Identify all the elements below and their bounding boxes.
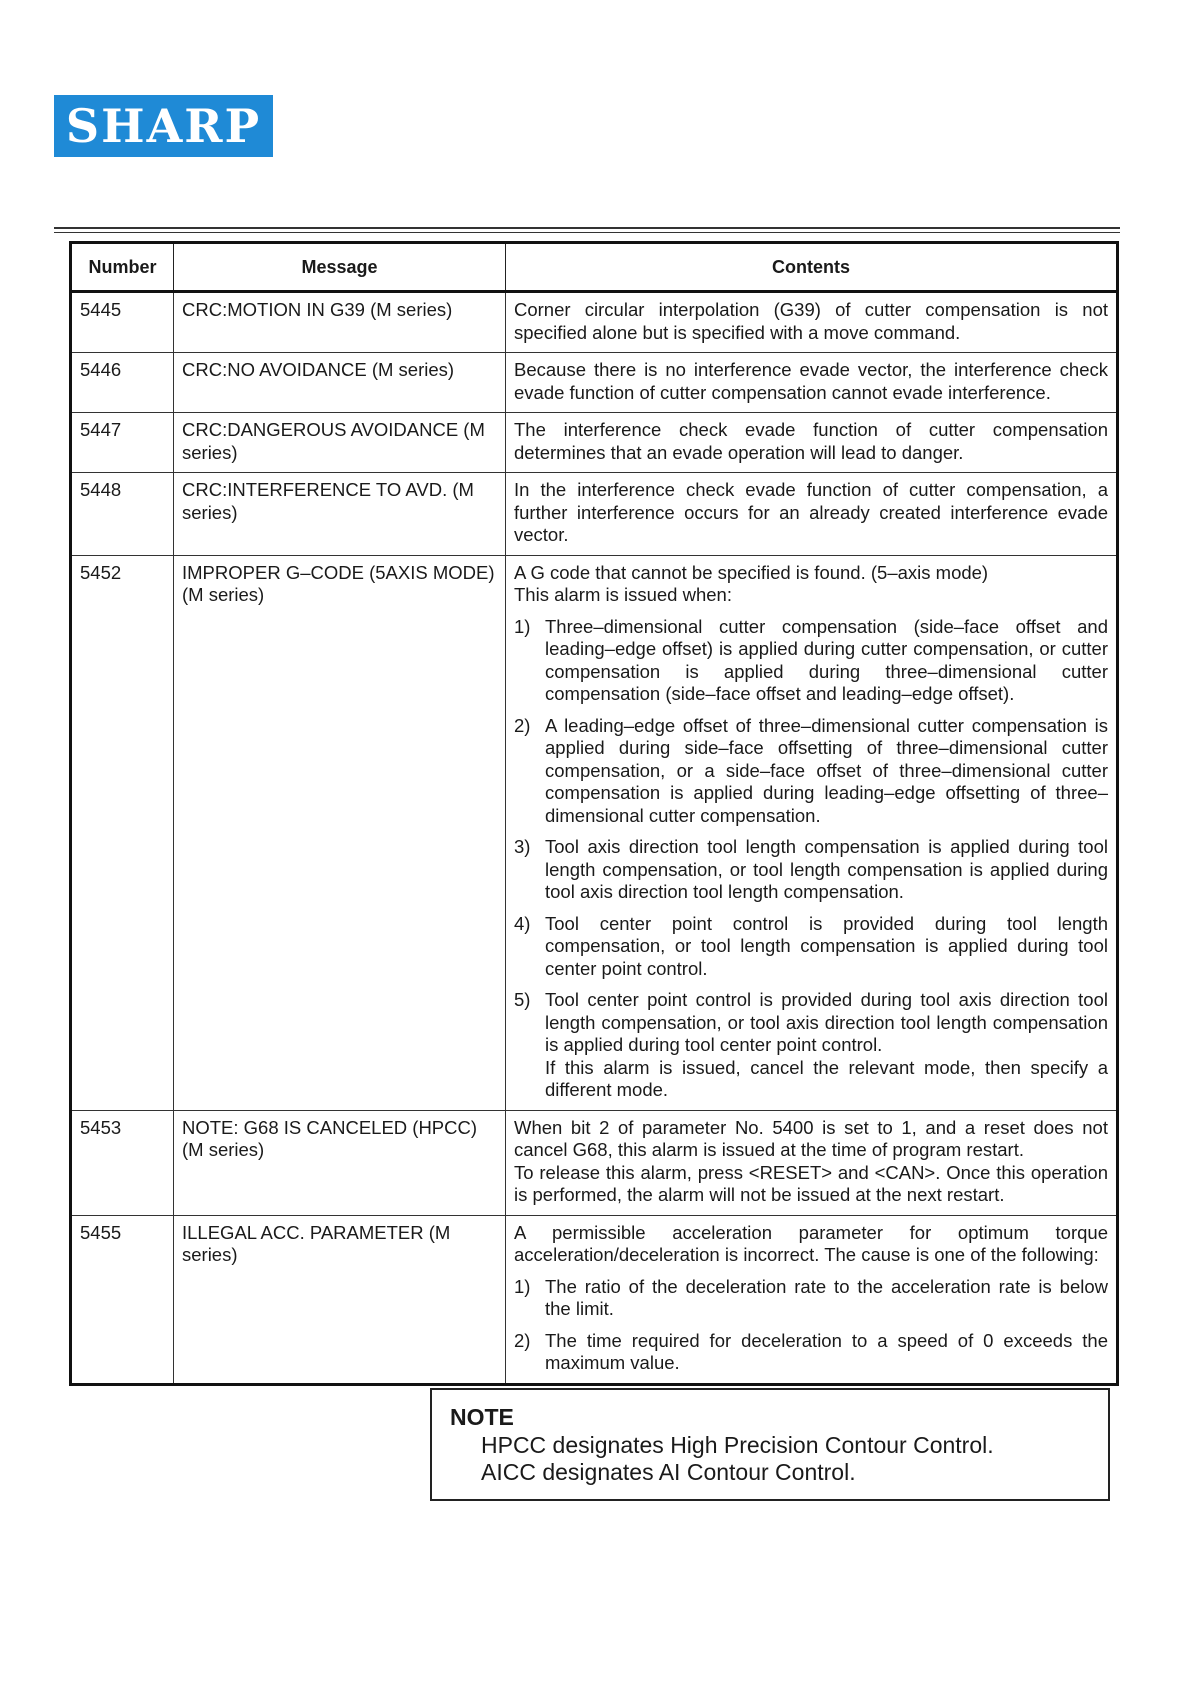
list-item-number: 2) [514,1329,531,1351]
list-item-text: The ratio of the deceleration rate to the acceleration rate is below the limit. [545,1275,1108,1319]
table-row [71,1215,1118,1384]
alarm-number: 5446 [71,353,174,413]
header-message: Message [174,243,506,292]
alarm-message: CRC:DANGEROUS AVOIDANCE (M series) [174,413,506,473]
list-item [514,1330,1108,1375]
list-item [514,616,1108,706]
list-item-number: 1) [514,1275,531,1297]
alarm-contents [506,1110,1118,1215]
list-item [514,1276,1108,1321]
note-title: NOTE [450,1404,514,1430]
alarm-contents: Corner circular interpolation (G39) of cutter compensation is not specified alone but is specified with a move command. [506,292,1118,353]
list-item-number: 3) [514,836,531,857]
table-row [71,413,1118,473]
alarm-contents [506,555,1118,1110]
alarm-message: CRC:NO AVOIDANCE (M series) [174,353,506,413]
alarm-contents: Because there is no interference evade vector, the interference check evade function of cutter compensation cannot evade interference. [506,353,1118,413]
alarm-contents [506,1215,1118,1384]
header-rule-thin [54,232,1120,233]
alarm-number: 5445 [71,292,174,353]
list-item-number: 5) [514,989,531,1010]
alarm-number: 5448 [71,473,174,556]
list-item-number: 4) [514,912,531,934]
alarm-message: CRC:MOTION IN G39 (M series) [174,292,506,353]
table-header-row [71,243,1118,292]
list-item-text [545,989,1108,1102]
note-line-hpcc: HPCC designates High Precision Contour Control. [481,1432,994,1458]
table-row [71,1110,1118,1215]
alarm-message: IMPROPER G–CODE (5AXIS MODE) (M series) [174,555,506,1110]
header-number: Number [71,243,174,292]
contents-line: When bit 2 of parameter No. 5400 is set to 1, and a reset does not cancel G68, this alarm is issued at the time of program restart. [514,1116,1108,1160]
contents-line: To release this alarm, press <RESET> and <CAN>. Once this operation is performed, the alarm will not be issued at the next restart. [514,1161,1108,1205]
list-item-text: The time required for deceleration to a speed of 0 exceeds the maximum value. [545,1329,1108,1373]
list-item [514,989,1108,1102]
contents-line: This alarm is issued when: [514,584,732,605]
list-item [514,836,1108,904]
list-item-number: 1) [514,615,531,637]
alarm-number: 5452 [71,555,174,1110]
list-item-number: 2) [514,714,531,736]
contents-line: A G code that cannot be specified is found. (5–axis mode) [514,561,989,583]
list-item-text: Tool axis direction tool length compensation is applied during tool length compensation, or tool length compensation is applied during tool axis direction tool length compensation. [545,836,1108,902]
note-box [430,1388,1110,1501]
alarm-number: 5455 [71,1215,174,1384]
header-contents: Contents [506,243,1118,292]
note-line-aicc: AICC designates AI Contour Control. [481,1459,856,1485]
alarm-message: ILLEGAL ACC. PARAMETER (M series) [174,1215,506,1384]
alarm-contents: The interference check evade function of cutter compensation determines that an evade operation will lead to danger. [506,413,1118,473]
alarm-table [69,241,1119,1386]
header-rule [54,227,1120,229]
table-row [71,555,1118,1110]
alarm-message: CRC:INTERFERENCE TO AVD. (M series) [174,473,506,556]
list-item-text: A leading–edge offset of three–dimensional cutter compensation is applied during side–face offsetting of three–dimensional cutter compensation, or a side–face offset of three–dimensional cutter compensation is applied during leading–edge offsetting of three–dimensional cutter compensation. [545,714,1108,826]
table-row [71,473,1118,556]
alarm-message: NOTE: G68 IS CANCELED (HPCC) (M series) [174,1110,506,1215]
list-item [514,913,1108,981]
table-row [71,353,1118,413]
alarm-number: 5453 [71,1110,174,1215]
sharp-logo: SHARP [54,95,273,157]
alarm-number: 5447 [71,413,174,473]
list-item-text: Tool center point control is provided during tool length compensation, or tool length compensation is applied during tool center point control. [545,912,1108,979]
list-item [514,715,1108,828]
contents-line: A permissible acceleration parameter for optimum torque acceleration/deceleration is incorrect. The cause is one of the following: [514,1221,1108,1265]
alarm-contents: In the interference check evade function of cutter compensation, a further interference occurs for an already created interference evade vector. [506,473,1118,556]
list-item-body: Tool center point control is provided during tool axis direction tool length compensation, or tool axis direction tool length compensation is applied during tool center point control. [545,989,1108,1055]
table-row [71,292,1118,353]
list-item-text: Three–dimensional cutter compensation (side–face offset and leading–edge offset) is applied during cutter compensation, or cutter compensation is applied during three–dimensional cutter compensation (side–face offset and leading–edge offset). [545,615,1108,704]
list-item-after: If this alarm is issued, cancel the relevant mode, then specify a different mode. [545,1056,1108,1100]
